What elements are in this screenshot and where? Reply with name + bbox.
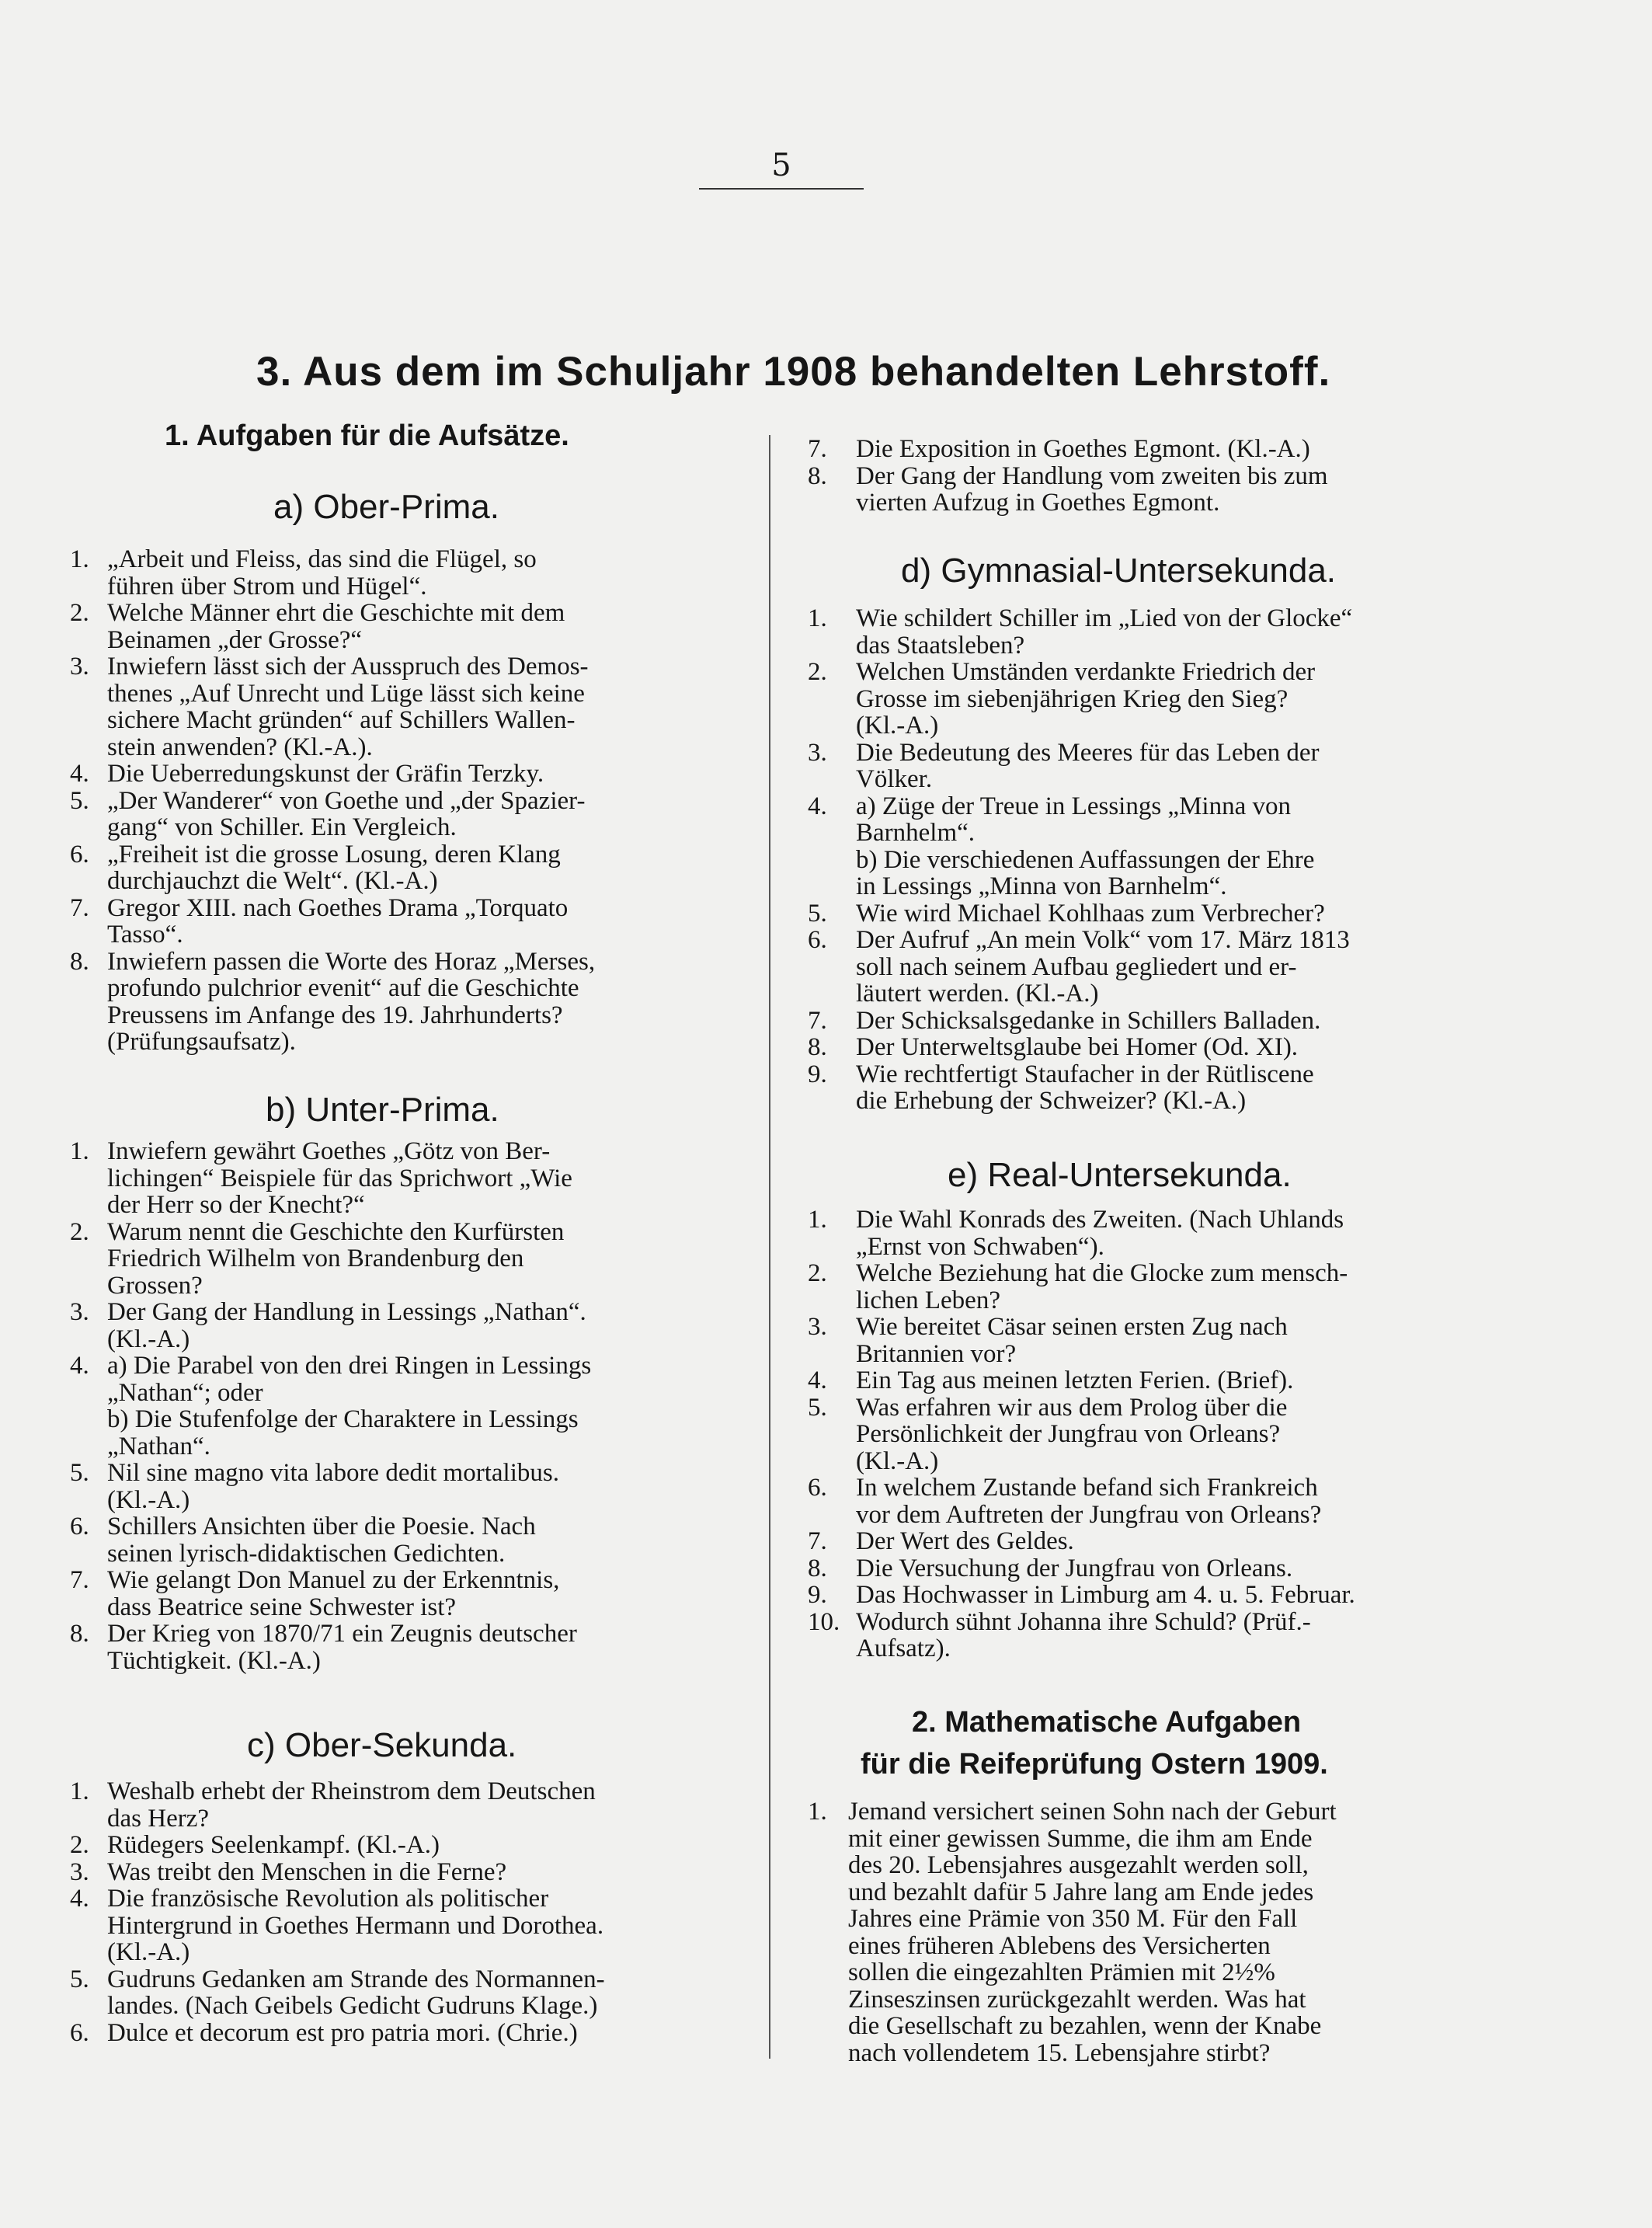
item-line: (Prüfungsaufsatz). <box>107 1028 296 1056</box>
item-line: b) Die verschiedenen Auffassungen der Ehre <box>856 845 1315 874</box>
item-number: 6. <box>70 1513 89 1540</box>
item-line: Der Aufruf „An mein Volk“ vom 17. März 1813 <box>856 926 1350 954</box>
item-number: 8. <box>70 1620 89 1648</box>
item-line: Inwiefern lässt sich der Ausspruch des Demos- <box>107 653 589 681</box>
item-line: Zinseszinsen zurückgezahlt werden. Was hat <box>848 1985 1306 2014</box>
item-line: seinen lyrisch-didaktischen Gedichten. <box>107 1539 506 1568</box>
item-number: 3. <box>70 653 89 681</box>
item-line: Barnhelm“. <box>856 819 976 847</box>
item-line: sichere Macht gründen“ auf Schillers Wallen- <box>107 706 576 734</box>
item-number: 3. <box>808 738 827 767</box>
item-number: 8. <box>70 947 89 976</box>
item-line: a) Die Parabel von den drei Ringen in Lessings <box>107 1352 592 1380</box>
ober-sekunda-item <box>70 1886 738 1967</box>
item-line: landes. (Nach Geibels Gedicht Gudruns Klage.) <box>107 1992 598 2020</box>
item-line: (Kl.-A.) <box>107 1325 190 1353</box>
item-line: Wodurch sühnt Johanna ihre Schuld? (Prüf.- <box>856 1607 1311 1636</box>
item-number: 5. <box>808 1393 827 1422</box>
item-line: Der Gang der Handlung in Lessings „Nathan“. <box>107 1298 586 1326</box>
item-number: 1. <box>70 545 89 573</box>
item-line: Die Wahl Konrads des Zweiten. (Nach Uhlands <box>856 1206 1344 1234</box>
item-line: Wie rechtfertigt Staufacher in der Rütliscene <box>856 1060 1314 1088</box>
item-line: „Nathan“; oder <box>107 1378 263 1407</box>
gymnasial-untersekunda-item <box>808 606 1483 660</box>
unter-prima-item <box>70 1514 738 1568</box>
item-line: Grossen? <box>107 1271 203 1300</box>
item-number: 3. <box>70 1857 89 1886</box>
item-line: Wie schildert Schiller im „Lied von der Glocke“ <box>856 604 1353 632</box>
item-line: Aufsatz). <box>856 1634 951 1662</box>
unter-prima-item <box>70 1353 738 1460</box>
item-line: vor dem Auftreten der Jungfrau von Orleans? <box>856 1500 1322 1529</box>
gymnasial-untersekunda-item <box>808 1062 1483 1116</box>
item-line: Die französische Revolution als politischer <box>107 1885 549 1913</box>
ober-prima-item <box>70 842 738 896</box>
item-number: 2. <box>808 658 827 686</box>
item-line: führen über Strom und Hügel“. <box>107 572 427 601</box>
real-untersekunda-item <box>808 1607 1483 1663</box>
item-line: Gudruns Gedanken am Strande des Normannen- <box>107 1965 605 1993</box>
item-number: 2. <box>70 1217 89 1246</box>
item-line: Friedrich Wilhelm von Brandenburg den <box>107 1245 524 1272</box>
ober-sekunda-cont-item <box>808 461 1483 517</box>
item-line: Jemand versichert seinen Sohn nach der Geburt <box>848 1798 1337 1826</box>
item-line: Das Hochwasser in Limburg am 4. u. 5. Februar. <box>856 1581 1355 1609</box>
item-number: 7. <box>808 1006 827 1035</box>
real-untersekunda-item <box>808 1261 1483 1314</box>
real-untersekunda-item <box>808 1475 1483 1529</box>
real-untersekunda-item <box>808 1582 1483 1610</box>
gymnasial-untersekunda-item <box>808 1008 1483 1036</box>
item-number: 3. <box>70 1298 89 1326</box>
item-number: 4. <box>70 760 89 788</box>
real-untersekunda-title: e) Real-Untersekunda. <box>948 1156 1292 1194</box>
item-number: 1. <box>70 1137 89 1165</box>
item-line: Welchen Umständen verdankte Friedrich der <box>856 658 1316 686</box>
item-number: 4. <box>70 1352 89 1380</box>
gymnasial-untersekunda-title: d) Gymnasial-Untersekunda. <box>901 552 1337 590</box>
item-line: Der Wert des Geldes. <box>856 1527 1074 1555</box>
item-line: Der Gang der Handlung vom zweiten bis zum <box>856 461 1328 490</box>
page-number: 5 <box>699 143 864 190</box>
unter-prima-title: b) Unter-Prima. <box>266 1091 499 1129</box>
item-number: 3. <box>808 1313 827 1341</box>
gymnasial-untersekunda-item <box>808 740 1483 794</box>
ober-prima-item <box>70 601 738 654</box>
item-line: mit einer gewissen Summe, die ihm am Ende <box>848 1824 1313 1853</box>
item-line: a) Züge der Treue in Lessings „Minna von <box>856 792 1291 820</box>
real-untersekunda-item <box>808 1368 1483 1395</box>
unter-prima-item <box>70 1460 738 1514</box>
unter-prima-item <box>70 1139 738 1220</box>
gymnasial-untersekunda-item <box>808 660 1483 740</box>
item-line: Der Schicksalsgedanke in Schillers Balladen. <box>856 1006 1321 1035</box>
item-line: „Nathan“. <box>107 1432 210 1460</box>
item-number: 4. <box>808 792 827 820</box>
ober-sekunda-item <box>70 1779 738 1833</box>
item-line: Jahres eine Prämie von 350 M. Für den Fall <box>848 1905 1298 1933</box>
item-line: Inwiefern passen die Worte des Horaz „Merses, <box>107 947 596 976</box>
item-line: „Der Wanderer“ von Goethe und „der Spazier- <box>107 786 586 815</box>
ober-prima-item <box>70 761 738 789</box>
unter-prima-item <box>70 1217 738 1300</box>
item-line: Wie gelangt Don Manuel zu der Erkenntnis, <box>107 1566 560 1594</box>
item-line: Wie wird Michael Kohlhaas zum Verbrecher? <box>856 899 1325 928</box>
item-number: 1. <box>70 1777 89 1805</box>
item-line: b) Die Stufenfolge der Charaktere in Lessings <box>107 1405 579 1433</box>
item-line: Tasso“. <box>107 921 183 949</box>
item-number: 4. <box>808 1366 827 1394</box>
item-line: Tüchtigkeit. (Kl.-A.) <box>107 1646 321 1675</box>
item-line: Gregor XIII. nach Goethes Drama „Torquato <box>107 893 569 922</box>
item-number: 9. <box>808 1060 827 1088</box>
ober-prima-item <box>70 949 738 1057</box>
unter-prima-item <box>70 1300 738 1353</box>
gymnasial-untersekunda-item <box>808 1035 1483 1062</box>
item-number: 5. <box>70 786 89 815</box>
ober-sekunda-item <box>70 2018 738 2048</box>
column-divider <box>769 435 770 2059</box>
item-line: Völker. <box>856 765 933 793</box>
item-line: eines früheren Ablebens des Versicherten <box>848 1931 1271 1960</box>
item-line: Nil sine magno vita labore dedit mortalibus. <box>107 1459 559 1487</box>
item-line: Grosse im siebenjährigen Krieg den Sieg? <box>856 684 1289 713</box>
gymnasial-untersekunda-item <box>808 794 1483 901</box>
item-line: Der Unterweltsglaube bei Homer (Od. XI). <box>856 1033 1299 1061</box>
item-line: Die Exposition in Goethes Egmont. (Kl.-A.) <box>856 435 1310 463</box>
item-line: Beinamen „der Grosse?“ <box>107 625 363 654</box>
item-line: Die Versuchung der Jungfrau von Orleans. <box>856 1554 1293 1582</box>
item-line: vierten Aufzug in Goethes Egmont. <box>856 489 1220 517</box>
item-line: Warum nennt die Geschichte den Kurfürsten <box>107 1217 565 1246</box>
item-line: „Arbeit und Fleiss, das sind die Flügel, so <box>107 545 537 573</box>
item-line: thenes „Auf Unrecht und Lüge lässt sich keine <box>107 679 585 708</box>
item-line: die Erhebung der Schweizer? (Kl.-A.) <box>856 1087 1247 1115</box>
item-line: das Staatsleben? <box>856 631 1025 660</box>
item-line: Welche Männer ehrt die Geschichte mit dem <box>107 599 565 627</box>
item-line: der Herr so der Knecht?“ <box>107 1191 365 1219</box>
item-line: lichen Leben? <box>856 1286 1000 1314</box>
item-line: profundo pulchrior evenit“ auf die Geschichte <box>107 974 579 1002</box>
item-line: dass Beatrice seine Schwester ist? <box>107 1593 457 1621</box>
item-line: „Freiheit ist die grosse Losung, deren Klang <box>107 840 561 869</box>
item-line: Inwiefern gewährt Goethes „Götz von Ber- <box>107 1137 551 1165</box>
item-line: Die Bedeutung des Meeres für das Leben der <box>856 738 1320 767</box>
item-line: Dulce et decorum est pro patria mori. (Chrie.) <box>107 2018 578 2047</box>
item-number: 5. <box>70 1965 89 1993</box>
item-line: Ein Tag aus meinen letzten Ferien. (Brief). <box>856 1366 1294 1394</box>
ober-sekunda-item <box>70 1833 738 1860</box>
item-line: Preussens im Anfange des 19. Jahrhunderts? <box>107 1001 563 1029</box>
gymnasial-untersekunda-item <box>808 928 1483 1008</box>
item-line: (Kl.-A.) <box>107 1485 190 1514</box>
item-line: Rüdegers Seelenkampf. (Kl.-A.) <box>107 1831 440 1859</box>
gymnasial-untersekunda-item <box>808 901 1483 928</box>
item-line: Wie bereitet Cäsar seinen ersten Zug nach <box>856 1313 1288 1341</box>
unter-prima-item <box>70 1568 738 1621</box>
ober-sekunda-item <box>70 1967 738 2021</box>
item-number: 8. <box>808 1033 827 1061</box>
item-line: des 20. Lebensjahres ausgezahlt werden soll, <box>848 1851 1309 1879</box>
item-line: durchjauchzt die Welt“. (Kl.-A.) <box>107 867 438 895</box>
item-number: 9. <box>808 1581 827 1609</box>
item-number: 6. <box>808 926 827 954</box>
ober-prima-title: a) Ober-Prima. <box>273 488 499 526</box>
item-number: 2. <box>808 1259 827 1287</box>
aufsaetze-heading: 1. Aufgaben für die Aufsätze. <box>165 419 569 452</box>
item-number: 1. <box>808 1798 827 1826</box>
real-untersekunda-item <box>808 1529 1483 1556</box>
item-number: 5. <box>70 1459 89 1487</box>
item-line: sollen die eingezahlten Prämien mit 2½% <box>848 1958 1275 1986</box>
item-number: 2. <box>70 1831 89 1859</box>
item-number: 7. <box>70 1566 89 1594</box>
item-line: Hintergrund in Goethes Hermann und Dorothea. <box>107 1911 604 1940</box>
item-number: 6. <box>70 2018 89 2047</box>
item-line: in Lessings „Minna von Barnhelm“. <box>856 872 1227 900</box>
item-number: 7. <box>808 1527 827 1555</box>
real-untersekunda-item <box>808 1314 1483 1368</box>
item-line: stein anwenden? (Kl.-A.). <box>107 733 373 761</box>
item-line: Welche Beziehung hat die Glocke zum mensch- <box>856 1259 1348 1287</box>
item-number: 6. <box>808 1474 827 1502</box>
item-line: Der Krieg von 1870/71 ein Zeugnis deutscher <box>107 1620 577 1648</box>
item-line: Britannien vor? <box>856 1339 1017 1368</box>
ober-prima-item <box>70 654 738 761</box>
unter-prima-item <box>70 1621 738 1675</box>
ober-sekunda-item <box>70 1857 738 1887</box>
item-line: und bezahlt dafür 5 Jahre lang am Ende jedes <box>848 1878 1314 1906</box>
item-line: gang“ von Schiller. Ein Vergleich. <box>107 813 457 841</box>
item-number: 8. <box>808 461 827 490</box>
math-heading-line2: für die Reifeprüfung Ostern 1909. <box>861 1748 1328 1781</box>
item-line: nach vollendetem 15. Lebensjahre stirbt? <box>848 2038 1271 2067</box>
item-line: (Kl.-A.) <box>107 1938 190 1966</box>
item-line: In welchem Zustande befand sich Frankreich <box>856 1474 1318 1502</box>
item-number: 1. <box>808 1206 827 1234</box>
item-line: „Ernst von Schwaben“). <box>856 1232 1104 1261</box>
item-line: Was erfahren wir aus dem Prolog über die <box>856 1393 1288 1422</box>
item-line: Weshalb erhebt der Rheinstrom dem Deutschen <box>107 1777 596 1805</box>
real-untersekunda-item <box>808 1556 1483 1583</box>
item-line: (Kl.-A.) <box>856 1446 939 1475</box>
item-number: 7. <box>70 893 89 922</box>
item-number: 4. <box>70 1885 89 1913</box>
item-number: 1. <box>808 604 827 632</box>
item-line: das Herz? <box>107 1804 210 1833</box>
item-line: Die Ueberredungskunst der Gräfin Terzky. <box>107 760 544 788</box>
ober-prima-item <box>70 893 738 949</box>
item-number: 10. <box>808 1607 840 1636</box>
item-number: 5. <box>808 899 827 928</box>
item-number: 7. <box>808 435 827 463</box>
ober-prima-item <box>70 786 738 842</box>
math-heading-line1: 2. Mathematische Aufgaben <box>912 1706 1302 1739</box>
item-line: Was treibt den Menschen in die Ferne? <box>107 1857 507 1886</box>
ober-prima-item <box>70 547 738 601</box>
real-untersekunda-item <box>808 1395 1483 1476</box>
item-number: 8. <box>808 1554 827 1582</box>
item-line: läutert werden. (Kl.-A.) <box>856 980 1099 1008</box>
mathematik-item <box>808 1799 1483 2067</box>
item-line: lichingen“ Beispiele für das Sprichwort „Wie <box>107 1164 572 1192</box>
page-title: 3. Aus dem im Schuljahr 1908 behandelten Lehrstoff. <box>256 349 1331 395</box>
real-untersekunda-item <box>808 1207 1483 1261</box>
item-line: die Gesellschaft zu bezahlen, wenn der Knabe <box>848 2012 1322 2040</box>
item-line: (Kl.-A.) <box>856 712 939 740</box>
item-line: Schillers Ansichten über die Poesie. Nach <box>107 1513 536 1540</box>
item-line: soll nach seinem Aufbau gegliedert und er- <box>856 952 1297 981</box>
ober-sekunda-cont-item <box>808 437 1483 464</box>
item-line: Persönlichkeit der Jungfrau von Orleans? <box>856 1420 1281 1448</box>
ober-sekunda-title: c) Ober-Sekunda. <box>247 1726 517 1764</box>
item-number: 2. <box>70 599 89 627</box>
item-number: 6. <box>70 840 89 869</box>
